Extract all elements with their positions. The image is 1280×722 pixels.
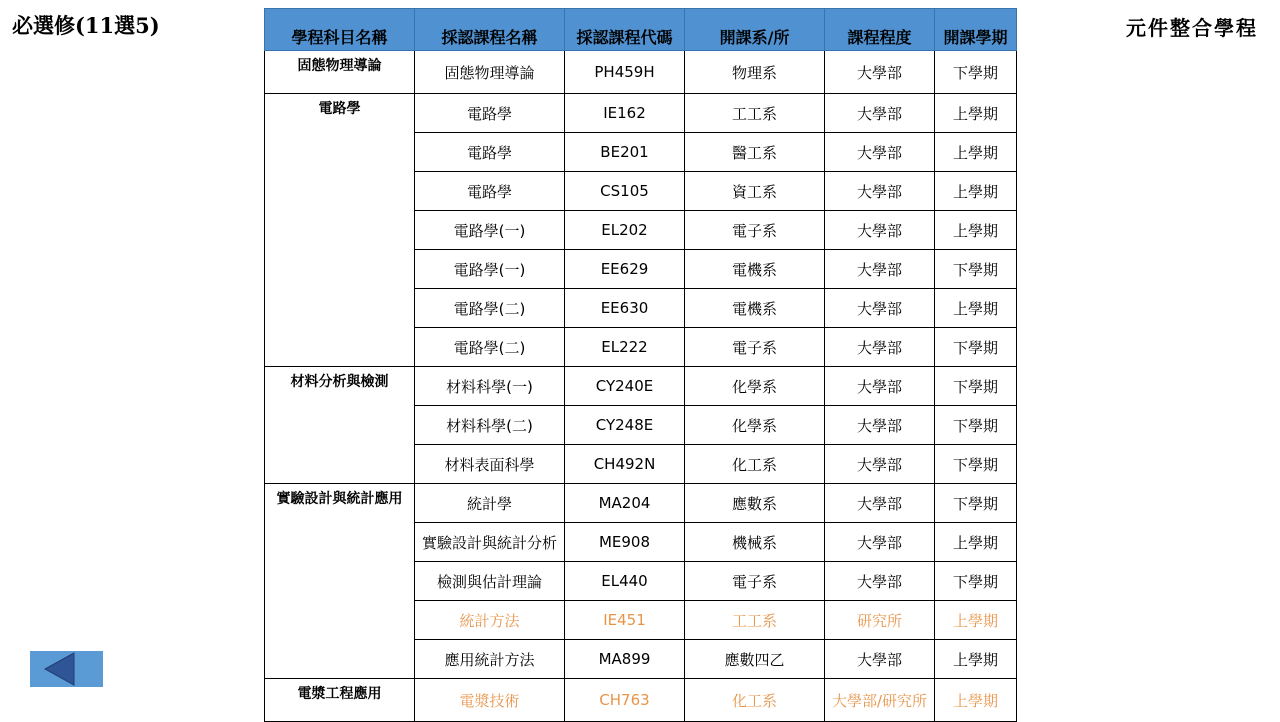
department: 工工系 xyxy=(685,94,825,133)
course-term: 下學期 xyxy=(935,406,1017,445)
course-term: 下學期 xyxy=(935,562,1017,601)
course-term: 上學期 xyxy=(935,679,1017,722)
department: 應數四乙 xyxy=(685,640,825,679)
course-table xyxy=(264,8,1017,722)
table-row xyxy=(265,367,1017,406)
page-title-left: 必選修(11選5) xyxy=(12,13,160,38)
course-code: IE162 xyxy=(565,94,685,133)
course-term: 下學期 xyxy=(935,367,1017,406)
course-level: 大學部 xyxy=(825,133,935,172)
course-name: 統計方法 xyxy=(415,601,565,640)
course-code: EE629 xyxy=(565,250,685,289)
course-name: 固態物理導論 xyxy=(415,51,565,94)
course-name: 材料表面科學 xyxy=(415,445,565,484)
course-level: 大學部 xyxy=(825,523,935,562)
subject-name: 材料分析與檢測 xyxy=(265,367,415,484)
course-name: 電漿技術 xyxy=(415,679,565,722)
course-term: 上學期 xyxy=(935,640,1017,679)
course-name: 材料科學(二) xyxy=(415,406,565,445)
subject-name: 固態物理導論 xyxy=(265,51,415,94)
course-term: 上學期 xyxy=(935,94,1017,133)
course-level: 大學部 xyxy=(825,640,935,679)
course-code: IE451 xyxy=(565,601,685,640)
header-level: 課程程度 xyxy=(825,9,935,51)
subject-name: 電漿工程應用 xyxy=(265,679,415,722)
table-body xyxy=(265,51,1017,722)
course-level: 大學部 xyxy=(825,484,935,523)
course-level: 大學部 xyxy=(825,211,935,250)
department: 醫工系 xyxy=(685,133,825,172)
department: 資工系 xyxy=(685,172,825,211)
subject-name: 電路學 xyxy=(265,94,415,367)
course-level: 大學部 xyxy=(825,94,935,133)
course-level: 大學部 xyxy=(825,172,935,211)
table-row xyxy=(265,94,1017,133)
course-code: BE201 xyxy=(565,133,685,172)
course-name: 檢測與估計理論 xyxy=(415,562,565,601)
table-row xyxy=(265,51,1017,94)
course-level: 研究所 xyxy=(825,601,935,640)
department: 電機系 xyxy=(685,250,825,289)
back-arrow-icon xyxy=(30,651,103,687)
table-row xyxy=(265,679,1017,722)
course-code: CY240E xyxy=(565,367,685,406)
course-name: 統計學 xyxy=(415,484,565,523)
course-name: 電路學(一) xyxy=(415,211,565,250)
course-level: 大學部 xyxy=(825,250,935,289)
department: 應數系 xyxy=(685,484,825,523)
course-code: CS105 xyxy=(565,172,685,211)
course-code: CY248E xyxy=(565,406,685,445)
course-term: 下學期 xyxy=(935,484,1017,523)
course-level: 大學部 xyxy=(825,51,935,94)
department: 電子系 xyxy=(685,562,825,601)
department: 機械系 xyxy=(685,523,825,562)
back-button[interactable] xyxy=(30,651,103,687)
course-level: 大學部 xyxy=(825,406,935,445)
department: 化學系 xyxy=(685,367,825,406)
course-code: EL202 xyxy=(565,211,685,250)
course-code: PH459H xyxy=(565,51,685,94)
course-term: 下學期 xyxy=(935,250,1017,289)
department: 電子系 xyxy=(685,211,825,250)
course-level: 大學部 xyxy=(825,445,935,484)
department: 化工系 xyxy=(685,445,825,484)
course-term: 上學期 xyxy=(935,211,1017,250)
course-term: 下學期 xyxy=(935,51,1017,94)
course-term: 上學期 xyxy=(935,133,1017,172)
course-term: 下學期 xyxy=(935,445,1017,484)
course-name: 電路學(一) xyxy=(415,250,565,289)
course-name: 電路學(二) xyxy=(415,289,565,328)
header-course-code: 採認課程代碼 xyxy=(565,9,685,51)
course-name: 材料科學(一) xyxy=(415,367,565,406)
department: 化工系 xyxy=(685,679,825,722)
course-level: 大學部 xyxy=(825,367,935,406)
course-name: 應用統計方法 xyxy=(415,640,565,679)
header-department: 開課系/所 xyxy=(685,9,825,51)
course-code: ME908 xyxy=(565,523,685,562)
course-name: 電路學 xyxy=(415,133,565,172)
course-level: 大學部 xyxy=(825,328,935,367)
header-term: 開課學期 xyxy=(935,9,1017,51)
course-code: CH492N xyxy=(565,445,685,484)
table-row xyxy=(265,484,1017,523)
course-code: EL222 xyxy=(565,328,685,367)
header-subject: 學程科目名稱 xyxy=(265,9,415,51)
header-course-name: 採認課程名稱 xyxy=(415,9,565,51)
subject-name: 實驗設計與統計應用 xyxy=(265,484,415,679)
course-term: 下學期 xyxy=(935,328,1017,367)
course-code: EE630 xyxy=(565,289,685,328)
course-code: MA204 xyxy=(565,484,685,523)
course-term: 上學期 xyxy=(935,601,1017,640)
course-name: 電路學 xyxy=(415,172,565,211)
course-level: 大學部 xyxy=(825,289,935,328)
course-name: 電路學(二) xyxy=(415,328,565,367)
department: 物理系 xyxy=(685,51,825,94)
department: 電子系 xyxy=(685,328,825,367)
page-title-right: 元件整合學程 xyxy=(1126,16,1258,40)
table-header-row xyxy=(265,9,1017,51)
course-term: 上學期 xyxy=(935,172,1017,211)
course-name: 電路學 xyxy=(415,94,565,133)
department: 電機系 xyxy=(685,289,825,328)
department: 化學系 xyxy=(685,406,825,445)
course-term: 上學期 xyxy=(935,289,1017,328)
course-term: 上學期 xyxy=(935,523,1017,562)
course-code: MA899 xyxy=(565,640,685,679)
course-code: CH763 xyxy=(565,679,685,722)
course-name: 實驗設計與統計分析 xyxy=(415,523,565,562)
course-code: EL440 xyxy=(565,562,685,601)
course-level: 大學部/研究所 xyxy=(825,679,935,722)
department: 工工系 xyxy=(685,601,825,640)
course-level: 大學部 xyxy=(825,562,935,601)
